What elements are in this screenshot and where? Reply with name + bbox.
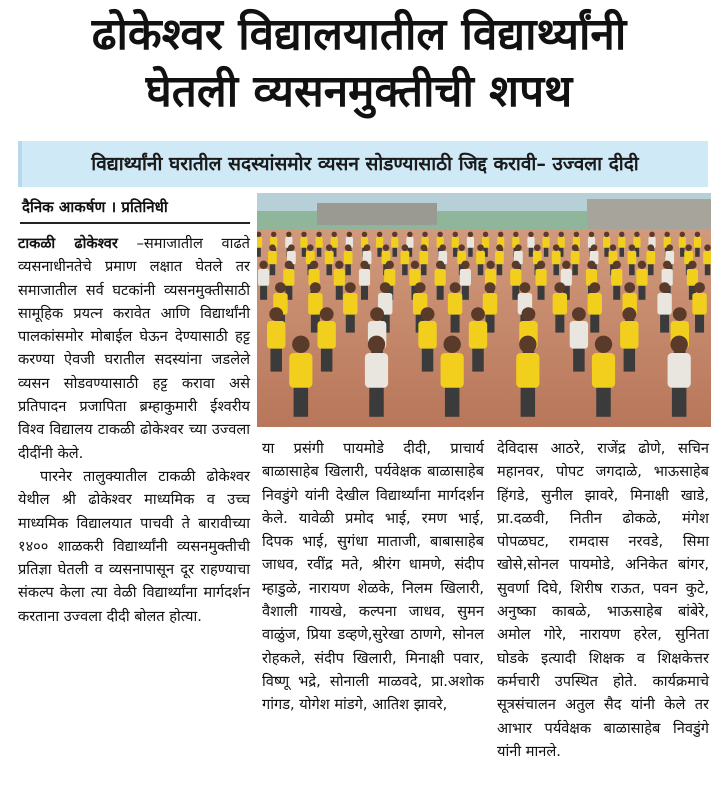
students-taking-oath-photo [257, 193, 711, 427]
article-paragraph-4: देविदास आठरे, राजेंद्र ढोणे, सचिन महानवर, पोपट जगदाळे, भाऊसाहेब हिंगडे, सुनील झावरे, मिनाक्षी खाडे, प्रा.दळवी, नितीन ढोकळे, मंगेश पोपळघट, रामदास नरवडे, सिमा खोसे,सोनल पायमोडे, अनिकेत बांगर, सुवर्णा दिघे, शिरीष राऊत, पवन कुटे, अनुष्का काबळे, भाऊसाहेब बांबेरे, अमोल गोरे, नारायण हरेल, सुनिता घोडके इत्यादी शिक्षक व शिक्षकेत्तर कर्मचारी उपस्थित होते. कार्यक्रमाचे सूत्रसंचालन अतुल सैद यांनी केले तर आभार पर्यवेक्षक बाळासाहेब निवडुंगे यांनी मानले. [497, 440, 709, 760]
article-paragraph-3: या प्रसंगी पायमोडे दीदी, प्राचार्य बाळासाहेब खिलारी, पर्यवेक्षक बाळासाहेब निवडुंगे यांनी देखील विद्यार्थ्यांना मार्गदर्शन केले. यावेळी प्रमोद भाई, रमण भाई, दिपक भाई, सुगंधा माताजी, बाबासाहेब जाधव, रवींद्र मते, श्रीरंग धामणे, संदीप म्हाडुळे, नारायण शेळके, निलम खिलारी, वैशाली गायखे, कल्पना जाधव, सुमन वाळुंज, प्रिया डव्हणे,सुरेखा ठाणगे, सोनल रोहकले, संदीप खिलारी, मिनाक्षी पवार, विष्णू भद्रे, सोनाली माळवदे, प्रा.अशोक गांगड, योगेश मांडगे, आतिश झावरे, [262, 440, 484, 714]
news-photo [257, 193, 711, 427]
article-paragraph-2: पारनेर तालुक्यातील टाकळी ढोकेश्वर येथील श्री ढोकेश्वर माध्यमिक व उच्च माध्यमिक विद्यालयात पाचवी ते बारावीच्या १४०० शाळकरी विद्यार्थ्यांनी व्यसनमुक्तीची प्रतिज्ञा घेतली व व्यसनापासून दूर राहण्याचा संकल्प केला त्या वेळी विद्यार्थ्यांना मार्गदर्शन करताना उज्वला दीदी बोलत होत्या. [18, 467, 250, 625]
article-paragraph-1: –समाजातील वाढते व्यसनाधीनतेचे प्रमाण लक्षात घेतले तर समाजातील सर्व घटकांनी व्यसनमुक्तीसाठी सामूहिक प्रयत्न करावेत आणि विद्यार्थांनी पालकांसमोर मोबाईल घेऊन देण्यासाठी हट्ट करण्या ऐवजी घरातील सदस्यांना जडलेले व्यसन सोडवण्यासाठी हट्ट करावा असे प्रतिपादन प्रजापिता ब्रम्हाकुमारी ईश्वरीय विश्व विद्यालय टाकळी ढोकेश्वर च्या उज्वला दीदींनी केले. [18, 235, 250, 462]
headline-line-2: घेतली व्यसनमुक्तीची शपथ [145, 66, 573, 117]
headline [0, 6, 718, 120]
byline-divider [20, 222, 250, 224]
byline: दैनिक आकर्षण । प्रतिनिधी [22, 198, 168, 216]
subheadline: विद्यार्थ्यांनी घरातील सदस्यांसमोर व्यसन सोडण्यासाठी जिद्द करावी– उज्वला दीदी [91, 153, 639, 175]
article-column-3 [497, 437, 709, 763]
article-column-1 [18, 232, 250, 628]
subheadline-bar [18, 141, 708, 187]
headline-line-1: ढोकेश्वर विद्यालयातील विद्यार्थ्यांनी [91, 9, 627, 60]
article-column-2 [262, 437, 484, 717]
dateline: टाकळी ढोकेश्वर [18, 235, 118, 252]
